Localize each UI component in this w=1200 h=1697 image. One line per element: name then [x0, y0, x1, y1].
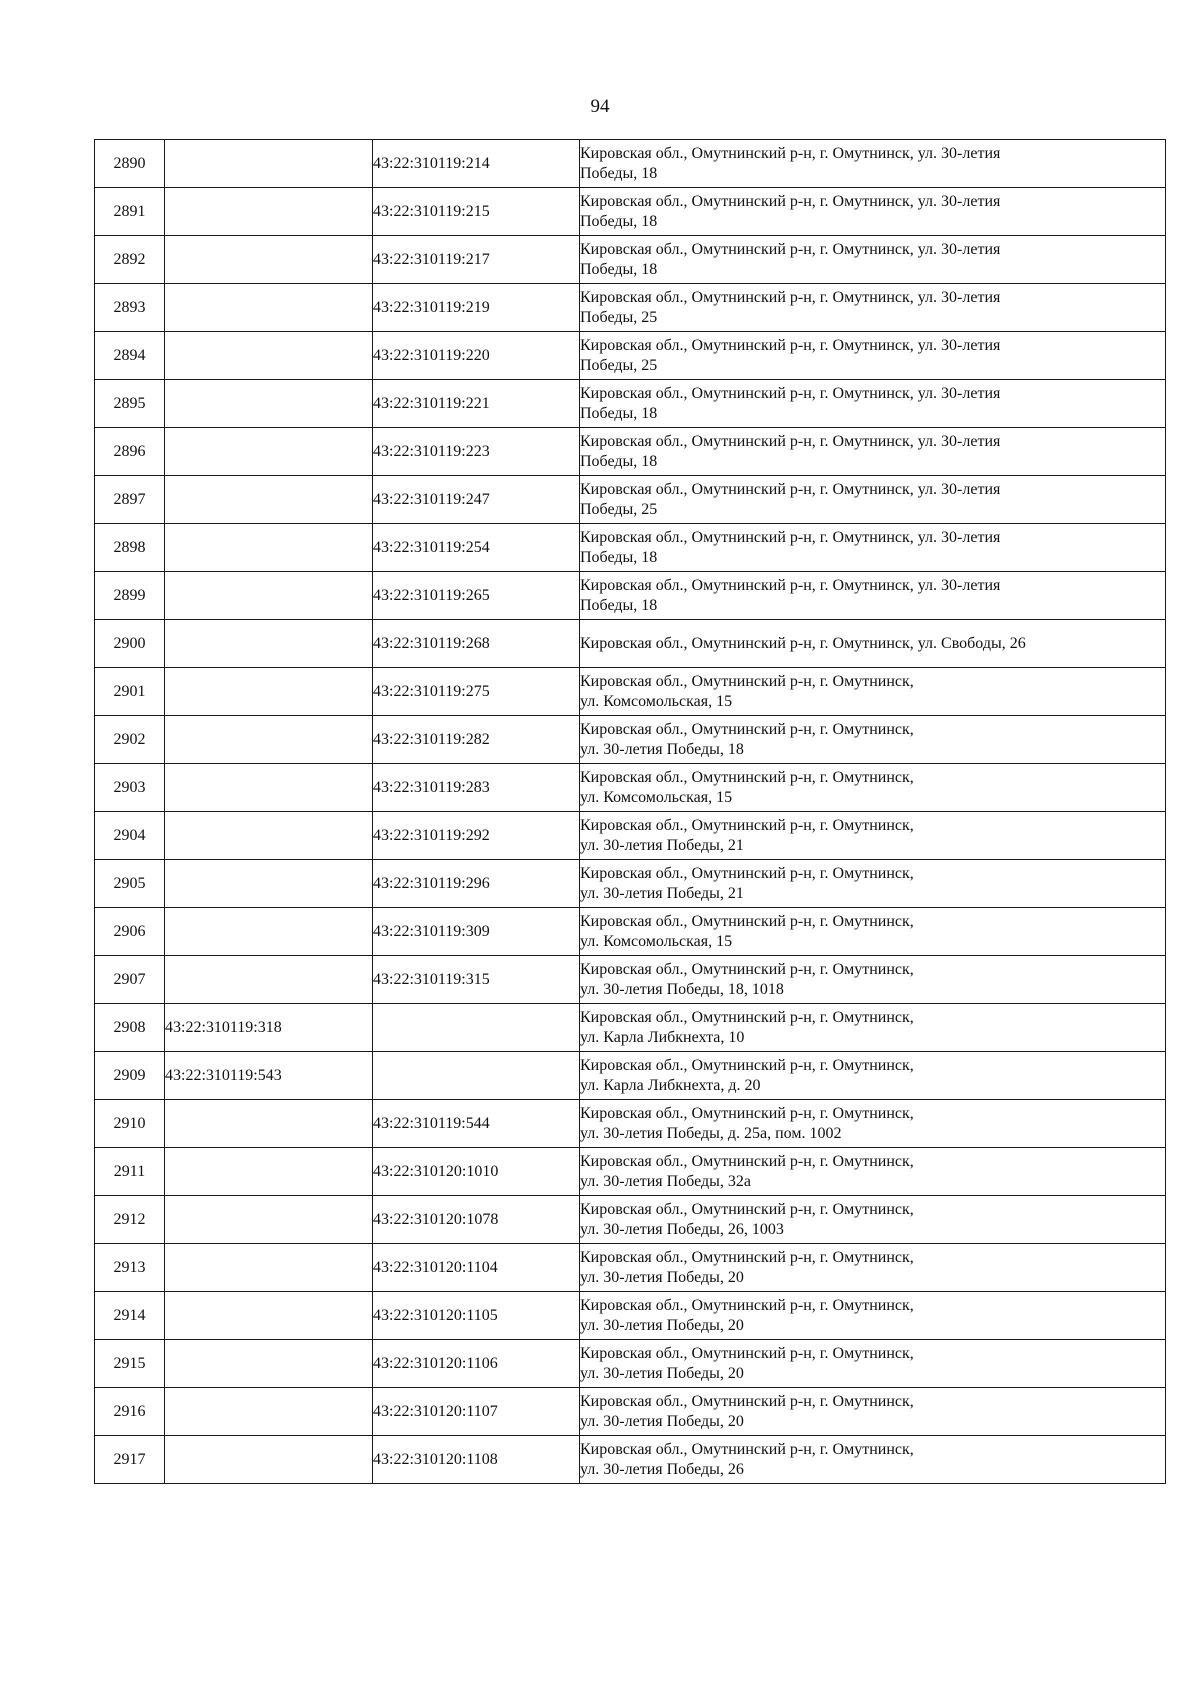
object-cadastral-number-cell: 43:22:310119:296 — [373, 860, 580, 908]
table-row — [95, 812, 1166, 860]
registry-table-body — [95, 140, 1166, 1484]
object-cadastral-number-cell — [373, 1004, 580, 1052]
address-text: Кировская обл., Омутнинский р-н, г. Омутнинск, ул. 30-летия Победы, 20 — [580, 1248, 914, 1286]
address-cell — [580, 332, 1166, 380]
table-row — [95, 476, 1166, 524]
address-cell — [580, 1196, 1166, 1244]
row-number-cell: 2917 — [95, 1436, 165, 1484]
cadastral-number-cell — [165, 812, 373, 860]
address-text: Кировская обл., Омутнинский р-н, г. Омутнинск, ул. Карла Либкнехта, д. 20 — [580, 1056, 914, 1094]
address-text: Кировская обл., Омутнинский р-н, г. Омутнинск, ул. 30-летия Победы, 25 — [580, 288, 1001, 326]
address-cell — [580, 860, 1166, 908]
cadastral-number-cell — [165, 716, 373, 764]
address-text: Кировская обл., Омутнинский р-н, г. Омутнинск, ул. 30-летия Победы, 21 — [580, 816, 914, 854]
row-number-cell: 2895 — [95, 380, 165, 428]
object-cadastral-number-cell: 43:22:310119:282 — [373, 716, 580, 764]
cadastral-number-cell — [165, 524, 373, 572]
table-row — [95, 668, 1166, 716]
address-cell — [580, 572, 1166, 620]
address-text: Кировская обл., Омутнинский р-н, г. Омутнинск, ул. 30-летия Победы, д. 25а, пом. 1002 — [580, 1104, 914, 1142]
table-row — [95, 140, 1166, 188]
registry-table — [94, 139, 1166, 1484]
row-number-cell: 2916 — [95, 1388, 165, 1436]
object-cadastral-number-cell: 43:22:310119:215 — [373, 188, 580, 236]
cadastral-number-cell — [165, 572, 373, 620]
cadastral-number-cell — [165, 1244, 373, 1292]
table-row — [95, 572, 1166, 620]
address-cell — [580, 1292, 1166, 1340]
address-cell — [580, 764, 1166, 812]
address-cell — [580, 140, 1166, 188]
address-text: Кировская обл., Омутнинский р-н, г. Омутнинск, ул. 30-летия Победы, 18, 1018 — [580, 960, 914, 998]
address-text: Кировская обл., Омутнинский р-н, г. Омутнинск, ул. 30-летия Победы, 32а — [580, 1152, 914, 1190]
address-text: Кировская обл., Омутнинский р-н, г. Омутнинск, ул. 30-летия Победы, 25 — [580, 480, 1001, 518]
cadastral-number-cell — [165, 284, 373, 332]
row-number-cell: 2891 — [95, 188, 165, 236]
address-cell — [580, 1052, 1166, 1100]
address-cell — [580, 956, 1166, 1004]
object-cadastral-number-cell: 43:22:310120:1106 — [373, 1340, 580, 1388]
table-row — [95, 716, 1166, 764]
address-cell — [580, 428, 1166, 476]
table-row — [95, 284, 1166, 332]
row-number-cell: 2906 — [95, 908, 165, 956]
object-cadastral-number-cell: 43:22:310119:265 — [373, 572, 580, 620]
table-row — [95, 1100, 1166, 1148]
cadastral-number-cell — [165, 236, 373, 284]
cadastral-number-cell: 43:22:310119:543 — [165, 1052, 373, 1100]
address-cell — [580, 1388, 1166, 1436]
object-cadastral-number-cell: 43:22:310119:309 — [373, 908, 580, 956]
address-text: Кировская обл., Омутнинский р-н, г. Омутнинск, ул. 30-летия Победы, 20 — [580, 1392, 914, 1430]
row-number-cell: 2894 — [95, 332, 165, 380]
cadastral-number-cell — [165, 956, 373, 1004]
address-cell — [580, 188, 1166, 236]
cadastral-number-cell — [165, 1388, 373, 1436]
object-cadastral-number-cell: 43:22:310119:268 — [373, 620, 580, 668]
row-number-cell: 2913 — [95, 1244, 165, 1292]
address-text: Кировская обл., Омутнинский р-н, г. Омутнинск, ул. 30-летия Победы, 18 — [580, 576, 1001, 614]
address-text: Кировская обл., Омутнинский р-н, г. Омутнинск, ул. 30-летия Победы, 26, 1003 — [580, 1200, 914, 1238]
row-number-cell: 2909 — [95, 1052, 165, 1100]
address-cell — [580, 476, 1166, 524]
table-row — [95, 860, 1166, 908]
table-row — [95, 908, 1166, 956]
object-cadastral-number-cell: 43:22:310119:219 — [373, 284, 580, 332]
object-cadastral-number-cell: 43:22:310120:1104 — [373, 1244, 580, 1292]
object-cadastral-number-cell: 43:22:310119:275 — [373, 668, 580, 716]
address-cell — [580, 1436, 1166, 1484]
address-text: Кировская обл., Омутнинский р-н, г. Омутнинск, ул. 30-летия Победы, 18 — [580, 144, 1001, 182]
cadastral-number-cell — [165, 908, 373, 956]
address-text: Кировская обл., Омутнинский р-н, г. Омутнинск, ул. Карла Либкнехта, 10 — [580, 1008, 914, 1046]
cadastral-number-cell — [165, 332, 373, 380]
row-number-cell: 2903 — [95, 764, 165, 812]
row-number-cell: 2907 — [95, 956, 165, 1004]
table-row — [95, 764, 1166, 812]
table-row — [95, 1388, 1166, 1436]
address-cell — [580, 1004, 1166, 1052]
row-number-cell: 2905 — [95, 860, 165, 908]
address-text: Кировская обл., Омутнинский р-н, г. Омутнинск, ул. 30-летия Победы, 20 — [580, 1344, 914, 1382]
row-number-cell: 2897 — [95, 476, 165, 524]
cadastral-number-cell — [165, 380, 373, 428]
row-number-cell: 2910 — [95, 1100, 165, 1148]
table-row — [95, 524, 1166, 572]
table-row — [95, 1196, 1166, 1244]
row-number-cell: 2898 — [95, 524, 165, 572]
address-text: Кировская обл., Омутнинский р-н, г. Омутнинск, ул. 30-летия Победы, 18 — [580, 720, 914, 758]
cadastral-number-cell — [165, 1196, 373, 1244]
address-cell — [580, 1340, 1166, 1388]
address-text: Кировская обл., Омутнинский р-н, г. Омутнинск, ул. 30-летия Победы, 25 — [580, 336, 1001, 374]
address-cell — [580, 620, 1166, 668]
cadastral-number-cell — [165, 476, 373, 524]
object-cadastral-number-cell: 43:22:310119:217 — [373, 236, 580, 284]
row-number-cell: 2900 — [95, 620, 165, 668]
row-number-cell: 2899 — [95, 572, 165, 620]
row-number-cell: 2893 — [95, 284, 165, 332]
table-row — [95, 620, 1166, 668]
address-cell — [580, 380, 1166, 428]
address-text: Кировская обл., Омутнинский р-н, г. Омутнинск, ул. Комсомольская, 15 — [580, 912, 914, 950]
address-text: Кировская обл., Омутнинский р-н, г. Омутнинск, ул. Комсомольская, 15 — [580, 672, 914, 710]
object-cadastral-number-cell: 43:22:310120:1105 — [373, 1292, 580, 1340]
cadastral-number-cell — [165, 764, 373, 812]
object-cadastral-number-cell: 43:22:310120:1078 — [373, 1196, 580, 1244]
address-text: Кировская обл., Омутнинский р-н, г. Омутнинск, ул. Комсомольская, 15 — [580, 768, 914, 806]
address-text: Кировская обл., Омутнинский р-н, г. Омутнинск, ул. Свободы, 26 — [580, 634, 1026, 652]
object-cadastral-number-cell: 43:22:310119:247 — [373, 476, 580, 524]
address-text: Кировская обл., Омутнинский р-н, г. Омутнинск, ул. 30-летия Победы, 18 — [580, 192, 1001, 230]
cadastral-number-cell — [165, 188, 373, 236]
row-number-cell: 2904 — [95, 812, 165, 860]
address-cell — [580, 1100, 1166, 1148]
row-number-cell: 2912 — [95, 1196, 165, 1244]
object-cadastral-number-cell: 43:22:310119:544 — [373, 1100, 580, 1148]
address-cell — [580, 716, 1166, 764]
address-cell — [580, 1148, 1166, 1196]
cadastral-number-cell — [165, 1340, 373, 1388]
cadastral-number-cell — [165, 1148, 373, 1196]
address-cell — [580, 812, 1166, 860]
cadastral-number-cell — [165, 1292, 373, 1340]
object-cadastral-number-cell: 43:22:310120:1010 — [373, 1148, 580, 1196]
cadastral-number-cell — [165, 140, 373, 188]
address-cell — [580, 908, 1166, 956]
row-number-cell: 2908 — [95, 1004, 165, 1052]
row-number-cell: 2902 — [95, 716, 165, 764]
address-text: Кировская обл., Омутнинский р-н, г. Омутнинск, ул. 30-летия Победы, 18 — [580, 240, 1001, 278]
object-cadastral-number-cell: 43:22:310119:221 — [373, 380, 580, 428]
table-row — [95, 1004, 1166, 1052]
object-cadastral-number-cell: 43:22:310119:220 — [373, 332, 580, 380]
table-row — [95, 1340, 1166, 1388]
row-number-cell: 2892 — [95, 236, 165, 284]
address-cell — [580, 668, 1166, 716]
cadastral-number-cell — [165, 1100, 373, 1148]
address-cell — [580, 236, 1166, 284]
address-text: Кировская обл., Омутнинский р-н, г. Омутнинск, ул. 30-летия Победы, 18 — [580, 528, 1001, 566]
cadastral-number-cell — [165, 860, 373, 908]
row-number-cell: 2915 — [95, 1340, 165, 1388]
cadastral-number-cell — [165, 428, 373, 476]
table-row — [95, 236, 1166, 284]
address-text: Кировская обл., Омутнинский р-н, г. Омутнинск, ул. 30-летия Победы, 26 — [580, 1440, 914, 1478]
address-text: Кировская обл., Омутнинский р-н, г. Омутнинск, ул. 30-летия Победы, 18 — [580, 384, 1001, 422]
address-text: Кировская обл., Омутнинский р-н, г. Омутнинск, ул. 30-летия Победы, 20 — [580, 1296, 914, 1334]
address-cell — [580, 524, 1166, 572]
row-number-cell: 2901 — [95, 668, 165, 716]
table-row — [95, 956, 1166, 1004]
cadastral-number-cell — [165, 620, 373, 668]
cadastral-number-cell: 43:22:310119:318 — [165, 1004, 373, 1052]
object-cadastral-number-cell — [373, 1052, 580, 1100]
address-text: Кировская обл., Омутнинский р-н, г. Омутнинск, ул. 30-летия Победы, 21 — [580, 864, 914, 902]
object-cadastral-number-cell: 43:22:310120:1108 — [373, 1436, 580, 1484]
row-number-cell: 2896 — [95, 428, 165, 476]
object-cadastral-number-cell: 43:22:310120:1107 — [373, 1388, 580, 1436]
cadastral-number-cell — [165, 1436, 373, 1484]
row-number-cell: 2914 — [95, 1292, 165, 1340]
row-number-cell: 2890 — [95, 140, 165, 188]
table-row — [95, 188, 1166, 236]
object-cadastral-number-cell: 43:22:310119:214 — [373, 140, 580, 188]
address-text: Кировская обл., Омутнинский р-н, г. Омутнинск, ул. 30-летия Победы, 18 — [580, 432, 1001, 470]
cadastral-number-cell — [165, 668, 373, 716]
table-row — [95, 380, 1166, 428]
object-cadastral-number-cell: 43:22:310119:283 — [373, 764, 580, 812]
table-row — [95, 1148, 1166, 1196]
table-row — [95, 1292, 1166, 1340]
object-cadastral-number-cell: 43:22:310119:315 — [373, 956, 580, 1004]
address-cell — [580, 1244, 1166, 1292]
page-number: 94 — [590, 96, 610, 117]
object-cadastral-number-cell: 43:22:310119:292 — [373, 812, 580, 860]
table-row — [95, 332, 1166, 380]
address-cell — [580, 284, 1166, 332]
object-cadastral-number-cell: 43:22:310119:223 — [373, 428, 580, 476]
table-row — [95, 428, 1166, 476]
table-row — [95, 1052, 1166, 1100]
object-cadastral-number-cell: 43:22:310119:254 — [373, 524, 580, 572]
row-number-cell: 2911 — [95, 1148, 165, 1196]
table-row — [95, 1436, 1166, 1484]
table-row — [95, 1244, 1166, 1292]
